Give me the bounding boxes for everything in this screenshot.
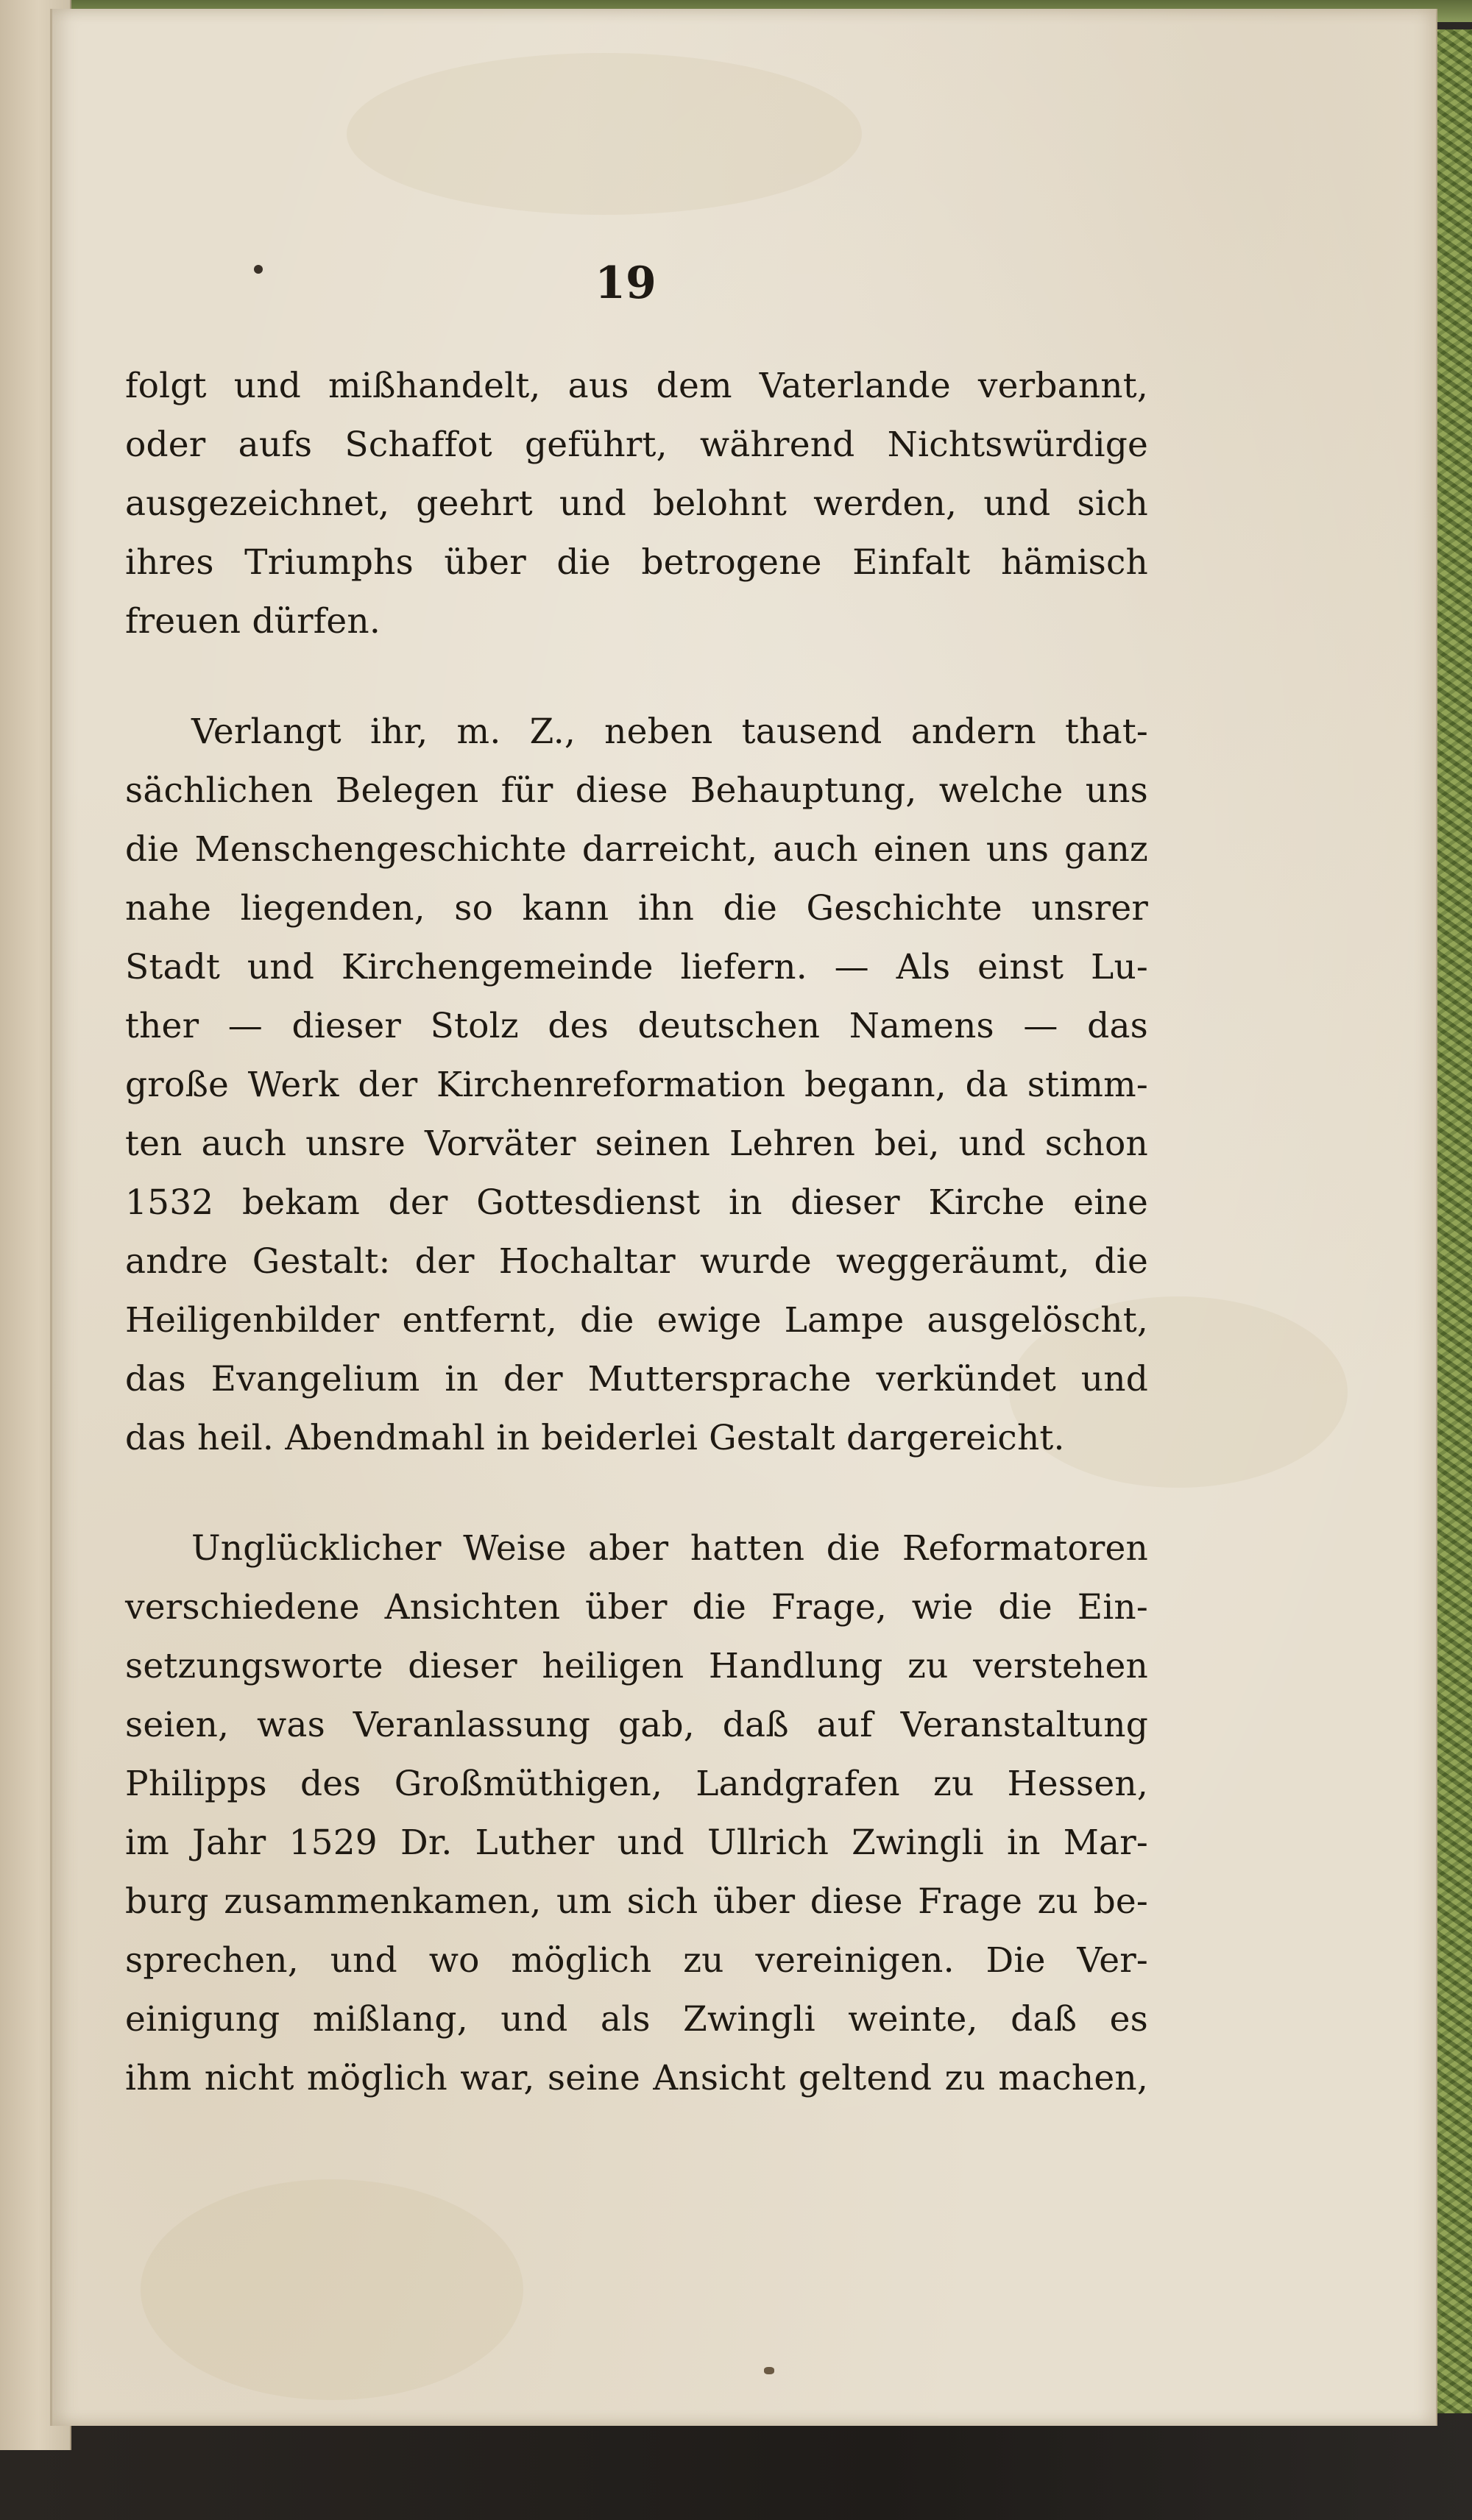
text-line: große Werk der Kirchenreformation begann, da stimm-: [125, 1065, 1148, 1105]
text-line: folgt und mißhandelt, aus dem Vaterlande verbannt,: [125, 366, 1148, 406]
text-line: sprechen, und wo möglich zu vereinigen. Die Ver-: [125, 1940, 1148, 1981]
text-line: sächlichen Belegen für diese Behauptung, welche uns: [125, 770, 1148, 811]
text-line: ther — dieser Stolz des deutschen Namens — das: [125, 1006, 1148, 1046]
page-number: 19: [595, 258, 657, 309]
text-line: burg zusammenkamen, um sich über diese Frage zu be-: [125, 1881, 1148, 1922]
text-line: Verlangt ihr, m. Z., neben tausend andern that-: [191, 711, 1148, 752]
paper-speck: [764, 2367, 774, 2374]
paper-stain: [141, 2179, 523, 2400]
text-line: das Evangelium in der Muttersprache verkündet und: [125, 1359, 1148, 1399]
printer-dot-mark: [254, 265, 263, 274]
text-line: ihres Triumphs über die betrogene Einfalt hämisch: [125, 542, 1148, 583]
text-line: setzungsworte dieser heiligen Handlung zu verstehen: [125, 1646, 1148, 1686]
text-line: Philipps des Großmüthigen, Landgrafen zu Hessen,: [125, 1764, 1148, 1804]
paragraph-1: [125, 357, 1148, 651]
text-line: verschiedene Ansichten über die Frage, wie die Ein-: [125, 1587, 1148, 1628]
text-line: 1532 bekam der Gottesdienst in dieser Kirche eine: [125, 1182, 1148, 1223]
text-line: das heil. Abendmahl in beiderlei Gestalt dargereicht.: [125, 1418, 1065, 1458]
text-line: nahe liegenden, so kann ihn die Geschichte unsrer: [125, 888, 1148, 929]
paragraph-2: [125, 703, 1148, 1468]
text-line: im Jahr 1529 Dr. Luther und Ullrich Zwingli in Mar-: [125, 1822, 1148, 1863]
paragraph-3: [125, 1519, 1148, 2108]
text-line: ten auch unsre Vorväter seinen Lehren bei, und schon: [125, 1124, 1148, 1164]
text-line: seien, was Veranlassung gab, daß auf Veranstaltung: [125, 1705, 1148, 1745]
text-line: die Menschengeschichte darreicht, auch einen uns ganz: [125, 829, 1148, 870]
text-line: ausgezeichnet, geehrt und belohnt werden, und sich: [125, 483, 1148, 524]
text-line: Heiligenbilder entfernt, die ewige Lampe ausgelöscht,: [125, 1300, 1148, 1341]
text-line: ihm nicht möglich war, seine Ansicht geltend zu machen,: [125, 2058, 1148, 2098]
text-line: andre Gestalt: der Hochaltar wurde weggeräumt, die: [125, 1241, 1148, 1282]
paper-stain: [347, 53, 862, 215]
text-line: Stadt und Kirchengemeinde liefern. — Als einst Lu-: [125, 947, 1148, 987]
text-line: Unglücklicher Weise aber hatten die Reformatoren: [191, 1528, 1148, 1569]
text-line: oder aufs Schaffot geführt, während Nichtswürdige: [125, 425, 1148, 465]
text-line: freuen dürfen.: [125, 601, 381, 642]
text-line: einigung mißlang, und als Zwingli weinte, daß es: [125, 1999, 1148, 2040]
